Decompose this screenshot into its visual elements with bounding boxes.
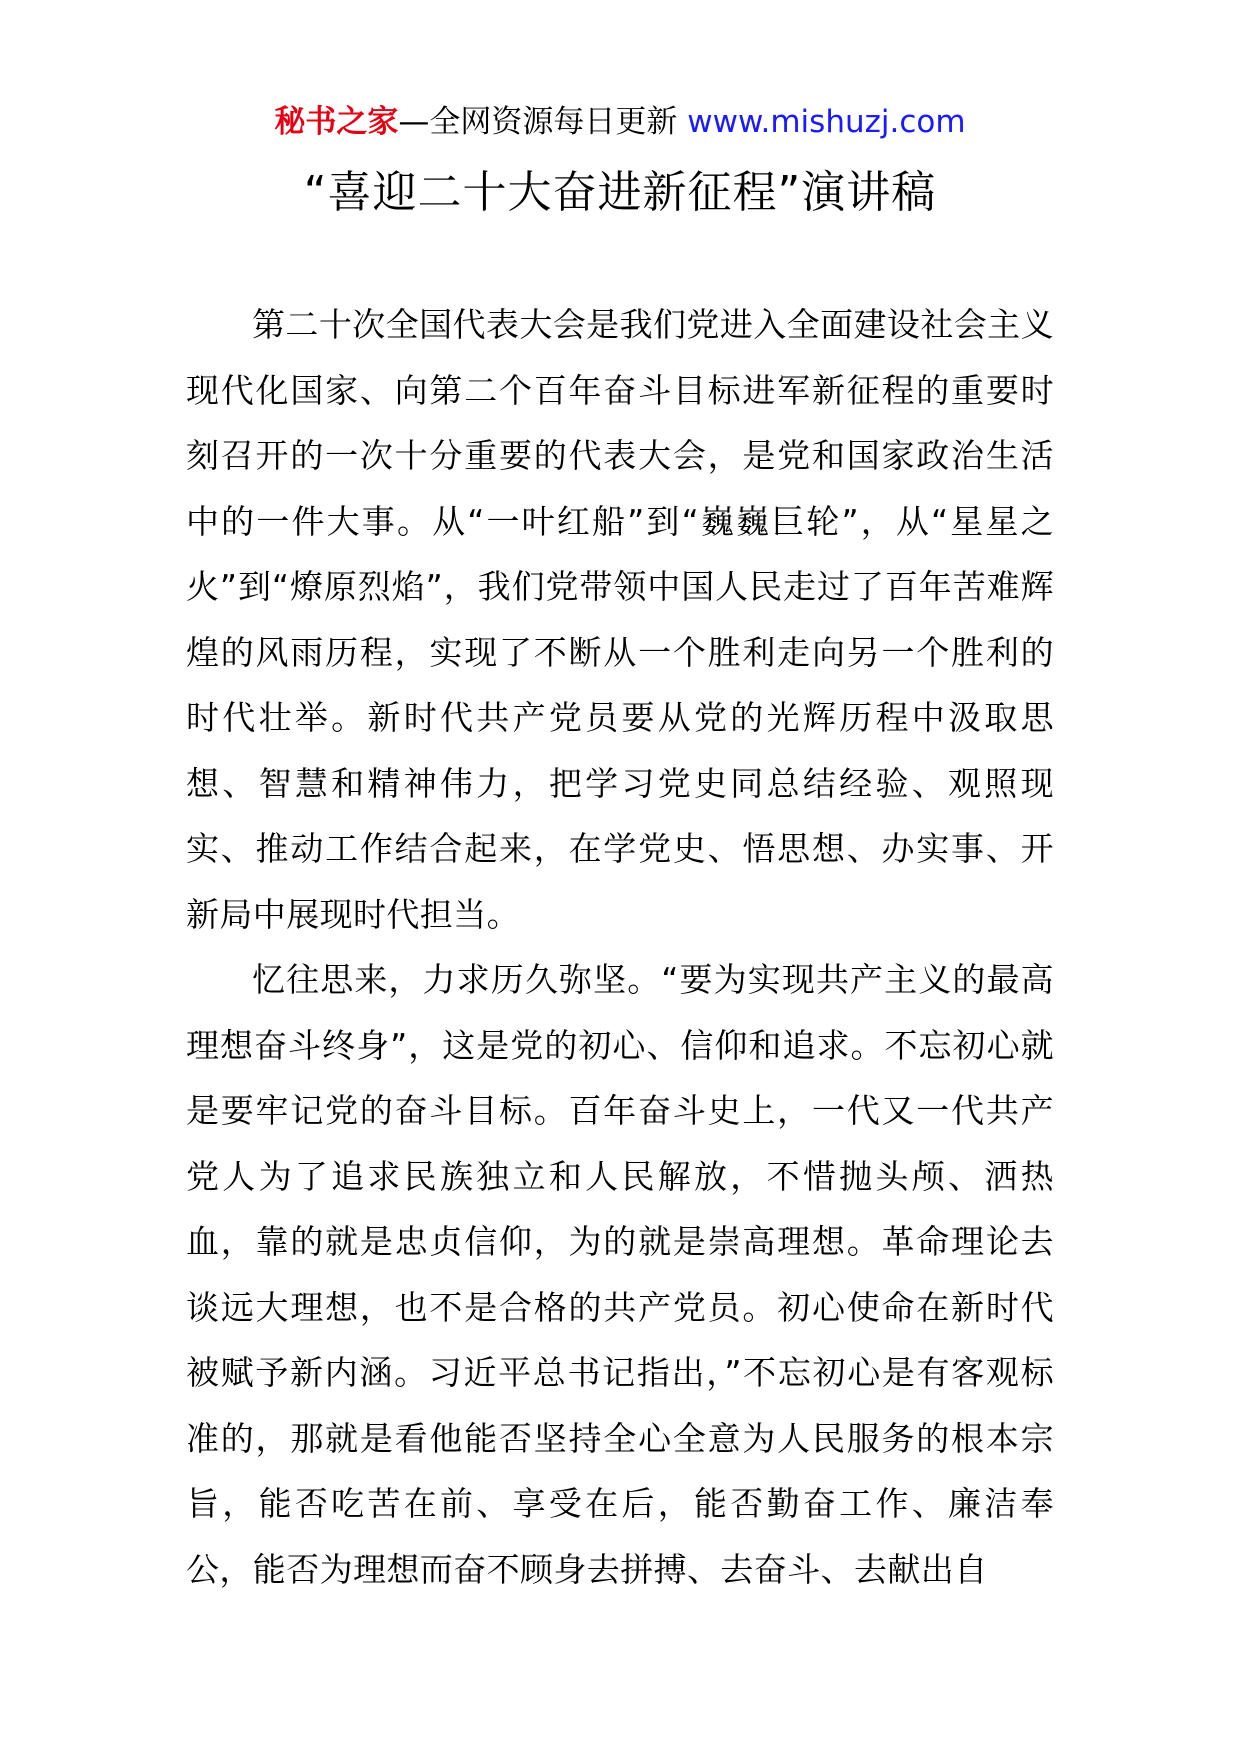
site-url-link[interactable]: www.mishuzj.com <box>687 104 966 140</box>
brand-name: 秘书之家 <box>274 104 399 140</box>
document-body <box>186 292 1054 1602</box>
header-slogan: —全网资源每日更新 <box>398 104 688 140</box>
paragraph-2: 忆往思来，力求历久弥坚。“要为实现共产主义的最高理想奋斗终身”，这是党的初心、信仰和追求。不忘初心就是要牢记党的奋斗目标。百年奋斗史上，一代又一代共产党人为了追求民族独立和人民解放，不惜抛头颅、洒热血，靠的就是忠贞信仰，为的就是崇高理想。革命理论去谈远大理想，也不是合格的共产党员。初心使命在新时代被赋予新内涵。习近平总书记指出，”不忘初心是有客观标准的，那就是看他能否坚持全心全意为人民服务的根本宗旨，能否吃苦在前、享受在后，能否勤奋工作、廉洁奉公，能否为理想而奋不顾身去拼搏、去奋斗、去献出自 <box>186 960 1054 1589</box>
document-title: “喜迎二十大奋进新征程”演讲稿 <box>303 167 937 218</box>
site-header <box>0 100 1240 144</box>
paragraph-1: 第二十次全国代表大会是我们党进入全面建设社会主义现代化国家、向第二个百年奋斗目标进军新征程的重要时刻召开的一次十分重要的代表大会，是党和国家政治生活中的一件大事。从“一叶红船”到“巍巍巨轮”，从“星星之火”到“燎原烈焰”，我们党带领中国人民走过了百年苦难辉煌的风雨历程，实现了不断从一个胜利走向另一个胜利的时代壮举。新时代共产党员要从党的光辉历程中汲取思想、智慧和精神伟力，把学习党史同总结经验、观照现实、推动工作结合起来，在学党史、悟思想、办实事、开新局中展现时代担当。 <box>186 305 1054 934</box>
